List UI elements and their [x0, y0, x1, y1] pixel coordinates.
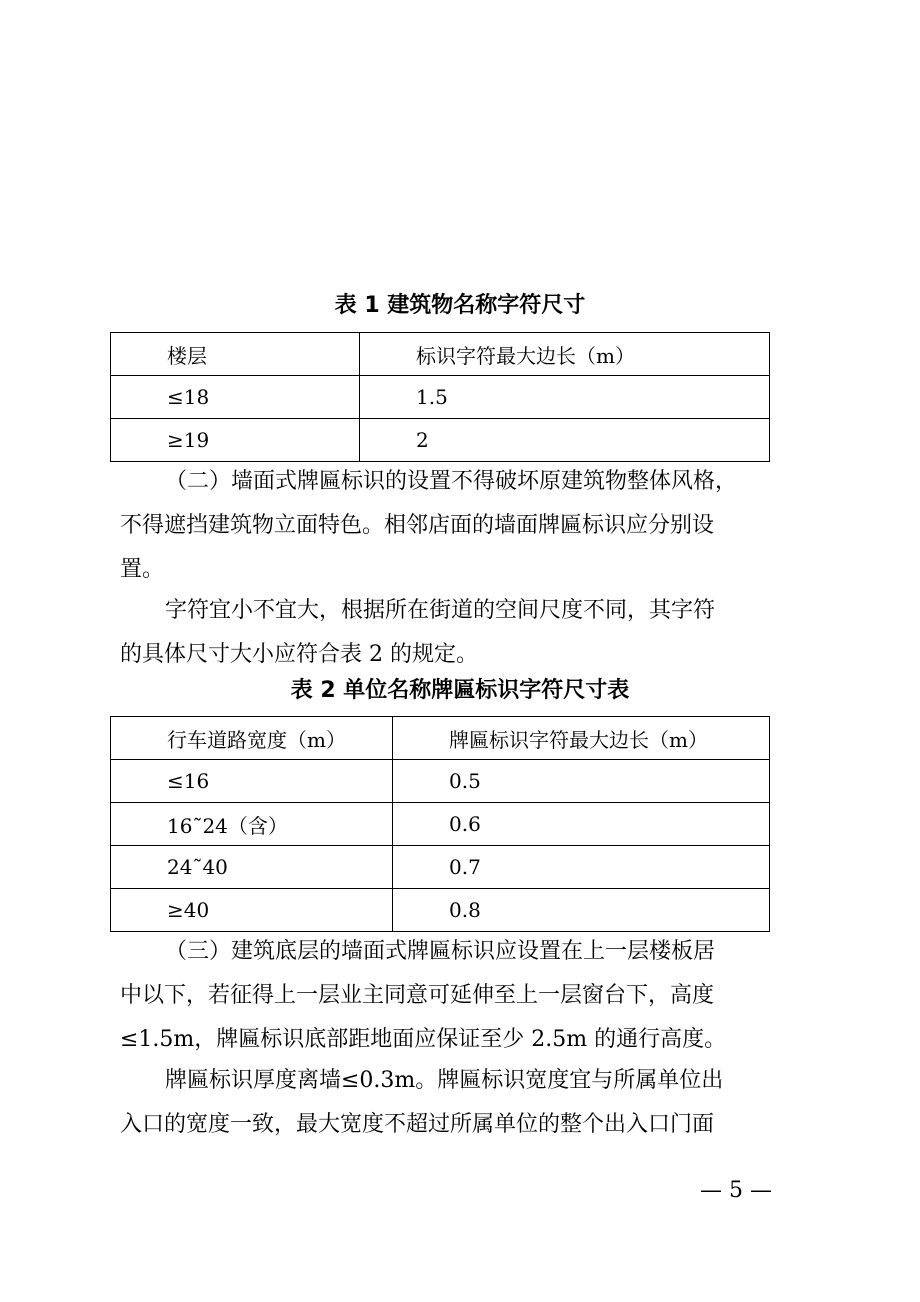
- table-cell: 0.6: [393, 803, 770, 846]
- table-header-cell: 标识字符最大边长（m）: [360, 333, 770, 376]
- table-cell: 16˜24（含）: [111, 803, 393, 846]
- paragraph-line: 中以下，若征得上一层业主同意可延伸至上一层窗台下，高度: [120, 983, 715, 1008]
- paragraph-line: ≤1.5m，牌匾标识底部距地面应保证至少 2.5m 的通行高度。: [120, 1027, 727, 1052]
- paragraph-line: 牌匾标识厚度离墙≤0.3m。牌匾标识宽度宜与所属单位出: [165, 1068, 724, 1093]
- table-header-cell: 楼层: [111, 333, 360, 376]
- table-cell: 2: [360, 419, 770, 462]
- table-cell: ≤18: [111, 376, 360, 419]
- table-row: [111, 419, 770, 462]
- table-cell: 1.5: [360, 376, 770, 419]
- table-row: [111, 803, 770, 846]
- table-header-row: [111, 717, 770, 760]
- table-cell: 0.5: [393, 760, 770, 803]
- table2: [110, 716, 770, 932]
- paragraph-line: 入口的宽度一致，最大宽度不超过所属单位的整个出入口门面: [120, 1112, 715, 1137]
- table-cell: 24˜40: [111, 846, 393, 889]
- table-header-cell: 牌匾标识字符最大边长（m）: [393, 717, 770, 760]
- paragraph-line: 的具体尺寸大小应符合表 2 的规定。: [120, 642, 478, 667]
- table-row: [111, 889, 770, 932]
- table-row: [111, 760, 770, 803]
- table1-caption: 表 1 建筑物名称字符尺寸: [334, 293, 586, 318]
- table-row: [111, 376, 770, 419]
- table-cell: ≥40: [111, 889, 393, 932]
- table-cell: ≤16: [111, 760, 393, 803]
- paragraph-wall-sign-style: [120, 460, 800, 592]
- table-cell: 0.8: [393, 889, 770, 932]
- paragraph-line: 不得遮挡建筑物立面特色。相邻店面的墙面牌匾标识应分别设: [120, 513, 715, 538]
- paragraph-line: 置。: [120, 557, 165, 582]
- table-row: [111, 846, 770, 889]
- table-cell: 0.7: [393, 846, 770, 889]
- paragraph-line: 字符宜小不宜大，根据所在街道的空间尺度不同，其字符: [165, 598, 716, 623]
- table-cell: ≥19: [111, 419, 360, 462]
- table2-caption: 表 2 单位名称牌匾标识字符尺寸表: [290, 678, 630, 703]
- paragraph-sign-thickness: [120, 1059, 800, 1147]
- table-header-row: [111, 333, 770, 376]
- table1: [110, 332, 770, 462]
- paragraph-character-size: [120, 589, 800, 677]
- table-header-cell: 行车道路宽度（m）: [111, 717, 393, 760]
- paragraph-ground-floor-sign: [120, 930, 800, 1062]
- paragraph-line: （二）墙面式牌匾标识的设置不得破坏原建筑物整体风格，: [165, 469, 738, 494]
- page-number: — 5 —: [700, 1178, 772, 1203]
- paragraph-line: （三）建筑底层的墙面式牌匾标识应设置在上一层楼板居: [165, 939, 716, 964]
